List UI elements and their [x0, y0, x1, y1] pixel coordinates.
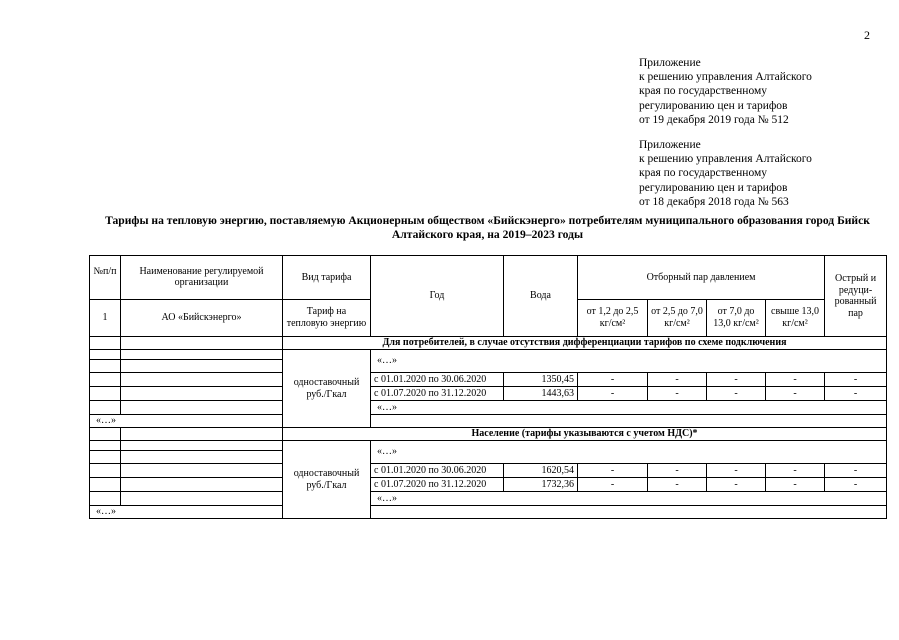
appendix-line: Приложение [639, 139, 701, 151]
steam-value: - [648, 373, 707, 387]
header-num [90, 256, 121, 337]
header-num-label: №п/п [90, 256, 120, 300]
appendix-block-previous [639, 138, 812, 209]
appendix-line: края по государственному [639, 85, 767, 98]
sharp-value: - [825, 464, 887, 478]
table-row [90, 478, 887, 492]
section-heading: Население (тарифы указываются с учетом НДС)* [283, 428, 887, 441]
appendix-line: Приложение [639, 57, 701, 69]
ellipsis: «…» [371, 350, 887, 373]
appendix-line: к решению управления Алтайского [639, 71, 812, 84]
header-tariff-type: Вид тарифа [283, 256, 371, 300]
header-steam-4: свыше 13,0 кг/см² [766, 299, 825, 336]
org-name: АО «Бийскэнерго» [121, 299, 283, 336]
ellipsis-row: «…» [90, 506, 887, 519]
appendix-line: от 18 декабря 2018 года № 563 [639, 195, 789, 208]
sharp-value: - [825, 373, 887, 387]
table-row [90, 373, 887, 387]
header-steam-2: от 2,5 до 7,0 кг/см² [648, 299, 707, 336]
steam-value: - [578, 478, 648, 492]
ellipsis: «…» [371, 401, 887, 415]
steam-value: - [578, 464, 648, 478]
steam-value: - [707, 464, 766, 478]
appendix-block-current [639, 56, 812, 127]
header-steam-3: от 7,0 до 13,0 кг/см² [707, 299, 766, 336]
header-steam-group: Отборный пар давлением [578, 256, 825, 300]
steam-value: - [766, 464, 825, 478]
appendix-line: регулированию цен и тарифов [639, 99, 788, 112]
steam-value: - [707, 373, 766, 387]
row-number: 1 [102, 312, 108, 323]
table-row [90, 464, 887, 478]
header-steam-1: от 1,2 до 2,5 кг/см² [578, 299, 648, 336]
steam-value: - [766, 478, 825, 492]
page-number: 2 [864, 28, 870, 42]
steam-value: - [766, 387, 825, 401]
ellipsis-row: «…» [90, 415, 887, 428]
steam-value: - [648, 478, 707, 492]
period-cell: с 01.01.2020 по 30.06.2020 [371, 373, 504, 387]
period-cell: с 01.01.2020 по 30.06.2020 [371, 464, 504, 478]
ellipsis: «…» [371, 441, 887, 464]
water-value: 1620,54 [504, 464, 578, 478]
steam-value: - [578, 373, 648, 387]
water-value: 1443,63 [504, 387, 578, 401]
steam-value: - [648, 464, 707, 478]
appendix-line: регулированию цен и тарифов [639, 181, 788, 194]
appendix-line: от 19 декабря 2019 года № 512 [639, 113, 789, 126]
tariff-table [89, 255, 887, 519]
period-cell: с 01.07.2020 по 31.12.2020 [371, 387, 504, 401]
steam-value: - [578, 387, 648, 401]
steam-value: - [766, 373, 825, 387]
tariff-label: одноставочный руб./Гкал [283, 441, 371, 519]
document-title: Тарифы на тепловую энергию, поставляемую Акционерным обществом «Бийскэнерго» потребителям муниципального образования город Бийск Алтайского края, на 2019–2023 годы [105, 214, 870, 241]
steam-value: - [648, 387, 707, 401]
appendix-line: к решению управления Алтайского [639, 153, 812, 166]
table-row [90, 387, 887, 401]
period-cell: с 01.07.2020 по 31.12.2020 [371, 478, 504, 492]
tariff-label: одноставочный руб./Гкал [283, 350, 371, 428]
header-sharp-steam: Острый и редуци-рованный пар [825, 256, 887, 337]
header-year: Год [371, 256, 504, 337]
steam-value: - [707, 478, 766, 492]
org-tariff-type: Тариф на тепловую энергию [283, 299, 371, 336]
water-value: 1350,45 [504, 373, 578, 387]
sharp-value: - [825, 387, 887, 401]
water-value: 1732,36 [504, 478, 578, 492]
steam-value: - [707, 387, 766, 401]
appendix-line: края по государственному [639, 167, 767, 180]
ellipsis: «…» [371, 492, 887, 506]
section-heading: Для потребителей, в случае отсутствия дифференциации тарифов по схеме подключения [283, 337, 887, 350]
header-org: Наименование регулируемой организации [121, 256, 283, 300]
header-water: Вода [504, 256, 578, 337]
sharp-value: - [825, 478, 887, 492]
